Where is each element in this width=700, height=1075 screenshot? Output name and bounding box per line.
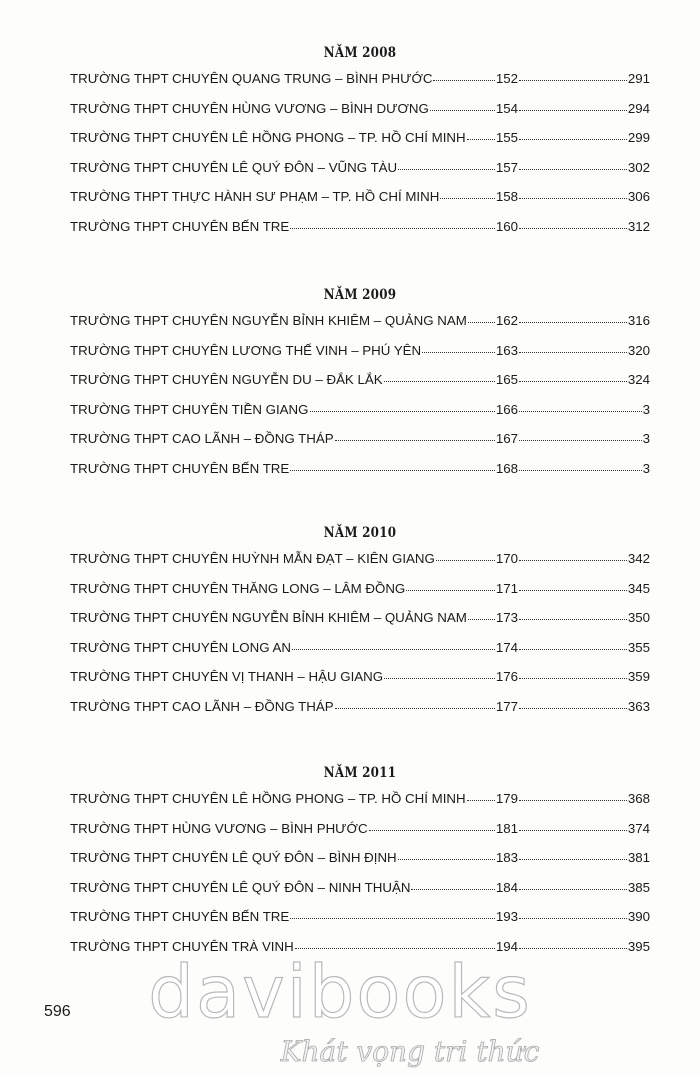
toc-entry [70,843,650,873]
entry-name: TRƯỜNG THPT CHUYÊN HÙNG VƯƠNG – BÌNH DƯƠNG [70,100,429,116]
entry-name: TRƯỜNG THPT CHUYÊN NGUYỄN BỈNH KHIÊM – QUẢNG NAM [70,610,467,626]
dot-leader [519,668,627,679]
entry-page-second: 299 [627,130,650,146]
dot-leader [519,371,627,382]
dot-leader [295,938,495,949]
entry-page-second: 368 [627,791,650,806]
entry-name: TRƯỜNG THPT CHUYÊN NGUYỄN BỈNH KHIÊM – QUẢNG NAM [70,313,467,328]
dot-leader [519,908,627,919]
entry-page-second: 350 [627,610,650,626]
dot-leader [440,188,494,199]
dot-leader [335,698,495,709]
dot-leader [430,100,495,111]
entry-page-first: 154 [495,100,518,116]
dot-leader [519,849,627,860]
entry-page-first: 168 [495,460,518,476]
dot-leader [519,129,627,140]
toc-entry [70,574,650,604]
entry-page-second: 345 [627,580,650,596]
entry-page-second: 395 [627,938,650,954]
dot-leader [384,371,495,382]
toc-entry [70,212,650,242]
dot-leader [519,218,627,229]
page-number: 596 [44,1003,71,1020]
entry-page-second: 294 [627,100,650,116]
toc-entry [70,784,650,814]
entry-name: TRƯỜNG THPT CHUYÊN TRÀ VINH [70,938,294,954]
dot-leader [519,820,627,831]
entry-page-first: 183 [495,850,518,866]
entry-name: TRƯỜNG THPT CHUYÊN VỊ THANH – HẬU GIANG [70,669,384,685]
dot-leader [433,70,494,81]
dot-leader [519,938,627,949]
dot-leader [290,460,495,471]
dot-leader [519,698,627,709]
section-title: NĂM 2011 [323,765,397,781]
toc-entry [70,64,650,94]
entry-name: TRƯỜNG THPT CHUYÊN BẾN TRE [70,460,290,476]
entry-page-first: 184 [495,879,518,895]
watermark-logo: davibooks [148,950,532,1034]
entry-page-first: 163 [495,342,518,358]
dot-leader [310,401,495,412]
dot-leader [436,550,495,561]
entry-name: TRƯỜNG THPT CAO LÃNH – ĐỒNG THÁP [70,431,334,447]
toc-entry [70,336,650,366]
dot-leader [519,312,627,323]
entry-page-second: 381 [627,850,650,866]
dot-leader [292,639,495,650]
entry-name: TRƯỜNG THPT CHUYÊN NGUYỄN DU – ĐẮK LẮK [70,372,383,388]
dot-leader [519,879,627,890]
dot-leader [467,129,495,140]
toc-entry [70,306,650,336]
dot-leader [519,550,627,561]
toc-entry [70,182,650,212]
toc-entry [70,395,650,425]
entry-page-first: 181 [495,820,518,836]
entry-page-first: 166 [495,401,518,417]
entry-page-second: 3 [642,431,650,447]
entry-page-second: 3 [642,401,650,417]
dot-leader [398,159,495,170]
entry-name: TRƯỜNG THPT CHUYÊN LÊ QUÝ ĐÔN – BÌNH ĐỊNH [70,850,397,866]
dot-leader [519,70,627,81]
entry-page-second: 374 [627,820,650,836]
entry-name: TRƯỜNG THPT CHUYÊN LÊ QUÝ ĐÔN – VŨNG TÀU [70,159,398,175]
toc-section [70,522,650,722]
dot-leader [422,342,495,353]
entry-page-first: 171 [495,580,518,596]
entry-page-second: 306 [627,189,650,205]
dot-leader [519,100,627,111]
toc-entry [70,94,650,124]
entry-page-first: 162 [495,313,518,328]
dot-leader [468,609,495,620]
entry-page-second: 291 [627,71,650,86]
toc-section [70,762,650,962]
entry-page-first: 152 [495,71,518,86]
toc-entry [70,633,650,663]
entry-page-second: 363 [627,698,650,714]
toc-entry [70,603,650,633]
dot-leader [411,879,494,890]
entry-name: TRƯỜNG THPT CHUYÊN LƯƠNG THẾ VINH – PHÚ YÊN [70,342,422,358]
toc-entry [70,692,650,722]
entry-page-second: 302 [627,159,650,175]
entry-name: TRƯỜNG THPT CHUYÊN BẾN TRE [70,909,290,925]
entry-name: TRƯỜNG THPT HÙNG VƯƠNG – BÌNH PHƯỚC [70,820,368,836]
dot-leader [369,820,495,831]
entry-page-second: 316 [627,313,650,328]
entry-page-first: 174 [495,639,518,655]
entry-name: TRƯỜNG THPT CHUYÊN QUANG TRUNG – BÌNH PHƯỚC [70,71,433,86]
dot-leader [467,790,495,801]
dot-leader [406,580,495,591]
dot-leader [519,342,627,353]
toc-section [70,42,650,242]
entry-name: TRƯỜNG THPT CHUYÊN LÊ QUÝ ĐÔN – NINH THUẬN [70,879,411,895]
entry-page-first: 160 [495,218,518,234]
entry-page-first: 193 [495,909,518,925]
dot-leader [468,312,495,323]
toc-entry [70,365,650,395]
dot-leader [398,849,495,860]
toc-entry [70,544,650,574]
entry-name: TRƯỜNG THPT CHUYÊN LÊ HỒNG PHONG – TP. HỒ CHÍ MINH [70,791,466,806]
entry-page-first: 173 [495,610,518,626]
dot-leader [519,609,627,620]
dot-leader [519,460,642,471]
entry-page-first: 177 [495,698,518,714]
toc-entry [70,424,650,454]
entry-name: TRƯỜNG THPT CHUYÊN THĂNG LONG – LÂM ĐỒNG [70,580,406,596]
entry-page-first: 165 [495,372,518,388]
entry-name: TRƯỜNG THPT CHUYÊN TIỀN GIANG [70,401,309,417]
entry-page-first: 157 [495,159,518,175]
entry-page-first: 179 [495,791,518,806]
entry-name: TRƯỜNG THPT CHUYÊN BẾN TRE [70,218,290,234]
entry-page-first: 170 [495,551,518,566]
dot-leader [519,580,627,591]
dot-leader [519,401,642,412]
entry-name: TRƯỜNG THPT CHUYÊN LÊ HỒNG PHONG – TP. HỒ CHÍ MINH [70,130,466,146]
section-title: NĂM 2010 [323,525,397,541]
toc-entry [70,873,650,903]
entry-page-first: 155 [495,130,518,146]
entry-page-second: 324 [627,372,650,388]
dot-leader [290,908,495,919]
toc-entry [70,153,650,183]
entry-name: TRƯỜNG THPT CHUYÊN HUỲNH MẪN ĐẠT – KIÊN GIANG [70,551,435,566]
dot-leader [519,159,627,170]
dot-leader [290,218,495,229]
entry-page-second: 385 [627,879,650,895]
entry-name: TRƯỜNG THPT CAO LÃNH – ĐỒNG THÁP [70,698,334,714]
section-title: NĂM 2009 [323,287,397,303]
entry-page-second: 390 [627,909,650,925]
entry-page-first: 194 [495,938,518,954]
dot-leader [519,430,642,441]
entry-page-second: 312 [627,218,650,234]
toc-entry [70,662,650,692]
dot-leader [519,639,627,650]
toc-entry [70,902,650,932]
dot-leader [384,668,495,679]
watermark-slogan: Khát vọng tri thức [280,1035,540,1068]
entry-page-first: 176 [495,669,518,685]
dot-leader [335,430,495,441]
entry-page-second: 3 [642,460,650,476]
section-title: NĂM 2008 [323,45,397,61]
toc-entry [70,454,650,484]
dot-leader [519,790,627,801]
entry-name: TRƯỜNG THPT THỰC HÀNH SƯ PHẠM – TP. HỒ CHÍ MINH [70,189,440,205]
entry-page-second: 342 [627,551,650,566]
entry-page-second: 320 [627,342,650,358]
entry-page-second: 359 [627,669,650,685]
toc-entry [70,814,650,844]
entry-page-first: 167 [495,431,518,447]
toc-section [70,284,650,484]
toc-entry [70,123,650,153]
entry-page-second: 355 [627,639,650,655]
entry-name: TRƯỜNG THPT CHUYÊN LONG AN [70,639,292,655]
dot-leader [519,188,627,199]
entry-page-first: 158 [495,189,518,205]
